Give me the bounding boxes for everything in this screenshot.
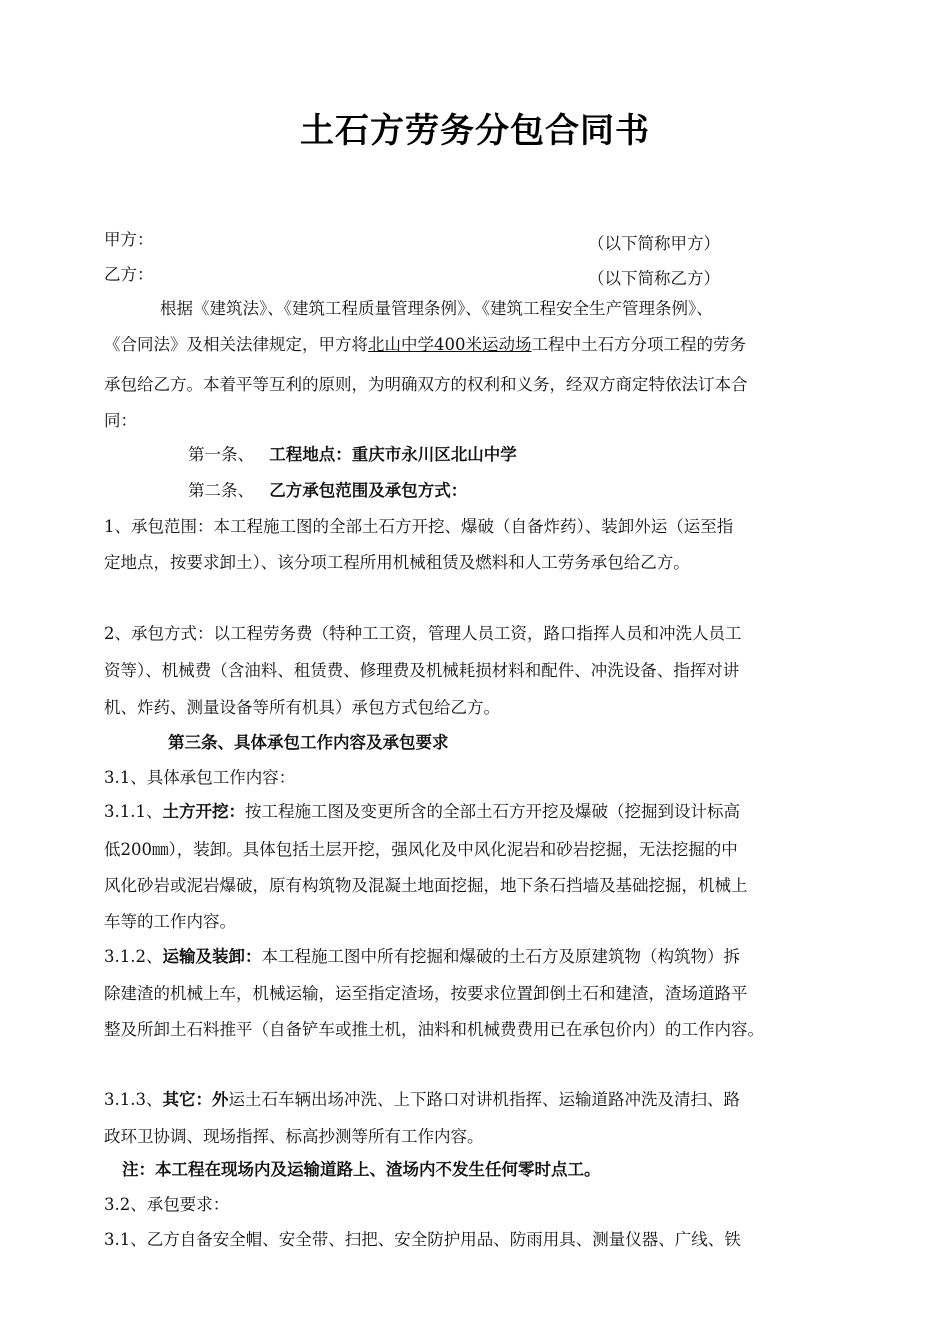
section-3-1-3-text: 运土石车辆出场冲洗、上下路口对讲机指挥、运输道路冲洗及清扫、路 [228,1090,740,1109]
article-2-label: 第二条、 [188,481,254,500]
intro-line-2-post: 工程中土石方分项工程的劳务 [531,335,746,354]
party-b-label: 乙方： [104,265,154,284]
section-3-1-1-line-3: 风化砂岩或泥岩爆破，原有构筑物及混凝土地面挖掘，地下条石挡墙及基础挖掘，机械上 [104,876,748,895]
section-3-1-1-line-2: 低200㎜），装卸。具体包括土层开挖，强风化及中风化泥岩和砂岩挖掘，无法挖掘的中 [104,840,738,859]
section-3-1-2-line-3: 整及所卸土石料推平（自备铲车或推土机，油料和机械费费用已在承包价内）的工作内容。 [104,1020,764,1039]
section-3-1-2-heading: 运输及装卸： [162,947,262,966]
section-3-2: 3.2、承包要求： [104,1195,230,1214]
section-3-1-1-heading: 土方开挖： [162,802,245,821]
method-line-3: 机、炸药、测量设备等所有机具）承包方式包给乙方。 [104,698,500,717]
scope-line-1: 1、承包范围：本工程施工图的全部土石方开挖、爆破（自备炸药）、装卸外运（运至指 [104,517,734,536]
scope-line-2: 定地点，按要求卸土）、该分项工程所用机械租赁及燃料和人工劳务承包给乙方。 [104,553,690,572]
intro-line-2-pre: 《合同法》及相关法律规定，甲方将 [104,335,368,354]
party-a-label: 甲方： [104,230,154,249]
project-name: 北山中学400米运动场 [368,335,532,354]
section-3-1-3-heading: 其它：外 [162,1090,229,1109]
intro-line-4: 同： [104,411,137,430]
method-line-1: 2、承包方式：以工程劳务费（特种工工资，管理人员工资，路口指挥人员和冲洗人员工 [104,624,742,643]
article-3: 第三条、具体承包工作内容及承包要求 [168,733,449,752]
section-3-1-3-prefix: 3.1.3、 [104,1090,163,1109]
section-3-1-2-line-1 [104,947,864,967]
note-line: 注：本工程在现场内及运输道路上、渣场内不发生任何零时点工。 [122,1160,601,1179]
section-3-2-item-1: 3.1、乙方自备安全帽、安全带、扫把、安全防护用品、防雨用具、测量仪器、广线、铁 [104,1230,741,1249]
party-b-line [104,265,864,285]
party-a-line [104,230,864,250]
section-3-1-1-line-1 [104,802,864,822]
section-3-1-1-prefix: 3.1.1、 [104,802,163,821]
intro-line-2 [104,335,864,355]
intro-line-3: 承包给乙方。本着平等互利的原则，为明确双方的权利和义务，经双方商定特依法订本合 [104,375,748,394]
section-3-1-3-line-1 [104,1090,864,1110]
section-3-1-1-text: 按工程施工图及变更所含的全部土石方开挖及爆破（挖掘到设计标高 [244,802,740,821]
section-3-1: 3.1、具体承包工作内容： [104,768,296,787]
method-line-2: 资等）、机械费（含油料、租赁费、修理费及机械耗损材料和配件、冲洗设备、指挥对讲 [104,661,740,680]
article-1-label: 第一条、 [188,445,254,464]
section-3-1-2-prefix: 3.1.2、 [104,947,163,966]
article-2 [188,481,948,501]
intro-line-1: 根据《建筑法》、《建筑工程质量管理条例》、《建筑工程安全生产管理条例》、 [160,299,713,318]
article-1 [188,445,948,465]
article-2-text: 乙方承包范围及承包方式： [269,481,468,500]
section-3-1-2-line-2: 除建渣的机械上车，机械运输，运至指定渣场，按要求位置卸倒土石和建渣，渣场道路平 [104,984,748,1003]
party-a-note: （以下简称甲方） [588,234,720,253]
party-b-note: （以下简称乙方） [588,269,720,288]
section-3-1-2-text: 本工程施工图中所有挖掘和爆破的土石方及原建筑物（构筑物）拆 [261,947,740,966]
section-3-1-3-line-2: 政环卫协调、现场指挥、标高抄测等所有工作内容。 [104,1127,484,1146]
document-title: 土石方劳务分包合同书 [300,111,650,151]
section-3-1-1-line-4: 车等的工作内容。 [104,912,236,931]
article-1-text: 工程地点：重庆市永川区北山中学 [269,445,517,464]
